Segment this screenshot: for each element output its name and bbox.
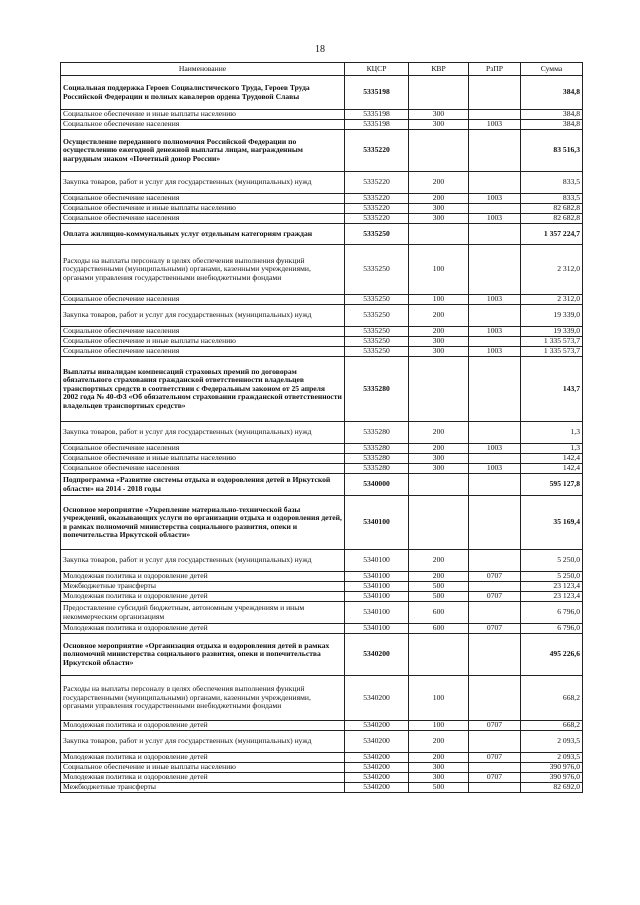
table-row: [61, 721, 583, 731]
cell-sum: 595 127,8: [521, 474, 583, 496]
table-row: [61, 496, 583, 550]
table-row: [61, 773, 583, 783]
cell-kcsr: 5335198: [345, 110, 409, 120]
cell-name: Основное мероприятие «Организация отдыха и оздоровления детей в рамках полномочий министерства социального развития, опеки и попечительства Иркутской области»: [61, 634, 345, 676]
cell-sum: 384,8: [521, 110, 583, 120]
cell-name: Расходы на выплаты персоналу в целях обеспечения выполнения функций государственными (муниципальными) органами, казенными учреждениями, органами управления государственными внебюджетными фондами: [61, 245, 345, 295]
cell-kvr: 200: [409, 731, 469, 753]
table-row: [61, 572, 583, 582]
cell-kcsr: 5335250: [345, 224, 409, 245]
table-row: [61, 624, 583, 634]
cell-kcsr: 5340200: [345, 676, 409, 721]
cell-name: Социальное обеспечение населения: [61, 444, 345, 454]
cell-rzpr: [469, 676, 521, 721]
table-row: [61, 224, 583, 245]
cell-name: Подпрограмма «Развитие системы отдыха и оздоровления детей в Иркутской области» на 2014 - 2018 годы: [61, 474, 345, 496]
cell-name: Молодежная политика и оздоровление детей: [61, 753, 345, 763]
cell-sum: 142,4: [521, 454, 583, 464]
cell-kvr: 100: [409, 721, 469, 731]
table-row: [61, 76, 583, 110]
cell-kcsr: 5335250: [345, 245, 409, 295]
cell-kvr: 600: [409, 624, 469, 634]
table-row: [61, 245, 583, 295]
cell-kvr: 300: [409, 204, 469, 214]
table-row: [61, 592, 583, 602]
table-row: [61, 110, 583, 120]
cell-rzpr: [469, 172, 521, 194]
table-row: [61, 582, 583, 592]
cell-kvr: 200: [409, 444, 469, 454]
cell-sum: 5 250,0: [521, 572, 583, 582]
cell-rzpr: [469, 634, 521, 676]
cell-kcsr: 5340200: [345, 634, 409, 676]
cell-name: Расходы на выплаты персоналу в целях обеспечения выполнения функций государственными (муниципальными) органами, казенными учреждениями, органами управления государственными внебюджетными фондами: [61, 676, 345, 721]
cell-name: Социальное обеспечение населения: [61, 464, 345, 474]
table-row: [61, 305, 583, 327]
cell-name: Социальное обеспечение и иные выплаты населению: [61, 110, 345, 120]
table-row: [61, 783, 583, 793]
cell-name: Молодежная политика и оздоровление детей: [61, 773, 345, 783]
table-row: [61, 763, 583, 773]
cell-sum: 1,3: [521, 444, 583, 454]
cell-rzpr: 1003: [469, 464, 521, 474]
cell-sum: 6 796,0: [521, 602, 583, 624]
cell-kcsr: 5335220: [345, 130, 409, 172]
cell-sum: 833,5: [521, 172, 583, 194]
cell-sum: 82 682,8: [521, 204, 583, 214]
header-name: Наименование: [61, 63, 345, 76]
cell-kcsr: 5335220: [345, 194, 409, 204]
table-row: [61, 347, 583, 357]
cell-sum: 142,4: [521, 464, 583, 474]
cell-sum: 2 093,5: [521, 753, 583, 763]
cell-kvr: 300: [409, 110, 469, 120]
cell-rzpr: [469, 474, 521, 496]
cell-kvr: 100: [409, 676, 469, 721]
table-row: [61, 676, 583, 721]
cell-sum: 1 335 573,7: [521, 337, 583, 347]
cell-name: Социальное обеспечение населения: [61, 295, 345, 305]
cell-sum: 19 339,0: [521, 305, 583, 327]
cell-sum: 35 169,4: [521, 496, 583, 550]
cell-kcsr: 5335250: [345, 327, 409, 337]
cell-name: Социальное обеспечение населения: [61, 120, 345, 130]
cell-kvr: [409, 496, 469, 550]
cell-sum: 384,8: [521, 76, 583, 110]
cell-kvr: 100: [409, 295, 469, 305]
header-rzpr: РзПР: [469, 63, 521, 76]
cell-kcsr: 5340200: [345, 721, 409, 731]
cell-rzpr: [469, 224, 521, 245]
cell-kcsr: 5335280: [345, 357, 409, 422]
cell-kvr: 200: [409, 753, 469, 763]
cell-rzpr: [469, 110, 521, 120]
cell-rzpr: [469, 337, 521, 347]
cell-sum: 1 335 573,7: [521, 347, 583, 357]
cell-rzpr: [469, 783, 521, 793]
cell-kcsr: 5335250: [345, 347, 409, 357]
cell-sum: 495 226,6: [521, 634, 583, 676]
cell-kcsr: 5340100: [345, 572, 409, 582]
cell-sum: 19 339,0: [521, 327, 583, 337]
cell-rzpr: [469, 130, 521, 172]
cell-kvr: 300: [409, 337, 469, 347]
cell-kvr: [409, 474, 469, 496]
cell-kvr: 300: [409, 773, 469, 783]
cell-kvr: 300: [409, 214, 469, 224]
cell-kcsr: 5340200: [345, 773, 409, 783]
table-row: [61, 474, 583, 496]
table-row: [61, 337, 583, 347]
cell-kcsr: 5335220: [345, 172, 409, 194]
cell-kcsr: 5335280: [345, 454, 409, 464]
cell-name: Предоставление субсидий бюджетным, автономным учреждениям и иным некоммерческим организациям: [61, 602, 345, 624]
cell-rzpr: 0707: [469, 753, 521, 763]
cell-name: Закупка товаров, работ и услуг для государственных (муниципальных) нужд: [61, 305, 345, 327]
cell-rzpr: 1003: [469, 194, 521, 204]
cell-rzpr: [469, 496, 521, 550]
cell-kcsr: 5340200: [345, 753, 409, 763]
cell-name: Межбюджетные трансферты: [61, 783, 345, 793]
cell-kvr: 300: [409, 120, 469, 130]
table-row: [61, 214, 583, 224]
cell-rzpr: 1003: [469, 327, 521, 337]
cell-kcsr: 5340200: [345, 783, 409, 793]
cell-rzpr: [469, 550, 521, 572]
cell-kcsr: 5335280: [345, 464, 409, 474]
cell-kcsr: 5335198: [345, 76, 409, 110]
table-row: [61, 194, 583, 204]
cell-sum: 6 796,0: [521, 624, 583, 634]
cell-rzpr: [469, 422, 521, 444]
cell-sum: 1 357 224,7: [521, 224, 583, 245]
table-row: [61, 120, 583, 130]
cell-name: Закупка товаров, работ и услуг для государственных (муниципальных) нужд: [61, 731, 345, 753]
cell-rzpr: [469, 245, 521, 295]
table-header-row: [61, 63, 583, 76]
cell-name: Основное мероприятие «Укрепление материально-технической базы учреждений, оказывающих услуги по организации отдыха и оздоровления детей, в рамках полномочий министерства социального развития, опеки и попечительства Иркутской области»: [61, 496, 345, 550]
cell-name: Молодежная политика и оздоровление детей: [61, 624, 345, 634]
cell-rzpr: [469, 763, 521, 773]
cell-rzpr: [469, 582, 521, 592]
cell-kcsr: 5335280: [345, 444, 409, 454]
header-kcsr: КЦСР: [345, 63, 409, 76]
cell-kcsr: 5335250: [345, 305, 409, 327]
cell-kcsr: 5335220: [345, 214, 409, 224]
cell-kvr: 300: [409, 454, 469, 464]
cell-name: Социальное обеспечение населения: [61, 214, 345, 224]
cell-kcsr: 5340100: [345, 550, 409, 572]
cell-kcsr: 5335220: [345, 204, 409, 214]
cell-name: Социальное обеспечение населения: [61, 347, 345, 357]
cell-sum: 390 976,0: [521, 773, 583, 783]
cell-rzpr: 1003: [469, 214, 521, 224]
cell-name: Молодежная политика и оздоровление детей: [61, 721, 345, 731]
cell-name: Закупка товаров, работ и услуг для государственных (муниципальных) нужд: [61, 422, 345, 444]
cell-sum: 668,2: [521, 676, 583, 721]
cell-sum: 82 682,8: [521, 214, 583, 224]
cell-kvr: [409, 224, 469, 245]
cell-kvr: 500: [409, 582, 469, 592]
cell-kvr: [409, 76, 469, 110]
cell-kvr: [409, 130, 469, 172]
cell-name: Социальное обеспечение и иные выплаты населению: [61, 454, 345, 464]
cell-name: Социальное обеспечение населения: [61, 327, 345, 337]
table-row: [61, 444, 583, 454]
cell-rzpr: 1003: [469, 120, 521, 130]
cell-rzpr: 0707: [469, 572, 521, 582]
cell-kvr: 300: [409, 464, 469, 474]
cell-sum: 2 312,0: [521, 245, 583, 295]
cell-name: Молодежная политика и оздоровление детей: [61, 572, 345, 582]
cell-kvr: 200: [409, 172, 469, 194]
cell-rzpr: 1003: [469, 444, 521, 454]
cell-sum: 5 250,0: [521, 550, 583, 572]
cell-name: Социальное обеспечение и иные выплаты населению: [61, 763, 345, 773]
cell-kcsr: 5340200: [345, 763, 409, 773]
cell-name: Осуществление переданного полномочия Российской Федерации по осуществлению ежегодной денежной выплаты лицам, награжденным нагрудным знаком «Почетный донор России»: [61, 130, 345, 172]
table-row: [61, 172, 583, 194]
cell-kcsr: 5335250: [345, 337, 409, 347]
cell-sum: 143,7: [521, 357, 583, 422]
cell-name: Социальная поддержка Героев Социалистического Труда, Героев Труда Российской Федерации и полных кавалеров ордена Трудовой Славы: [61, 76, 345, 110]
cell-kvr: [409, 634, 469, 676]
cell-name: Выплаты инвалидам компенсаций страховых премий по договорам обязательного страхования гражданской ответственности владельцев транспортных средств в соответствии с Федеральным законом от 25 апреля 2002 года № 40-ФЗ «Об обязательном страховании гражданской ответственности владельцев транспортных средств»: [61, 357, 345, 422]
cell-kvr: 300: [409, 347, 469, 357]
cell-kcsr: 5340100: [345, 624, 409, 634]
cell-kcsr: 5335250: [345, 295, 409, 305]
cell-kcsr: 5340100: [345, 592, 409, 602]
cell-kvr: 200: [409, 550, 469, 572]
table-row: [61, 357, 583, 422]
table-row: [61, 422, 583, 444]
cell-kcsr: 5340100: [345, 582, 409, 592]
cell-name: Оплата жилищно-коммунальных услуг отдельным категориям граждан: [61, 224, 345, 245]
table-row: [61, 295, 583, 305]
cell-name: Социальное обеспечение населения: [61, 194, 345, 204]
cell-sum: 82 692,0: [521, 783, 583, 793]
cell-sum: 23 123,4: [521, 582, 583, 592]
cell-sum: 668,2: [521, 721, 583, 731]
cell-rzpr: [469, 305, 521, 327]
table-row: [61, 731, 583, 753]
cell-kvr: 200: [409, 327, 469, 337]
cell-rzpr: 1003: [469, 347, 521, 357]
header-sum: Сумма: [521, 63, 583, 76]
cell-sum: 83 516,3: [521, 130, 583, 172]
cell-sum: 2 312,0: [521, 295, 583, 305]
cell-name: Межбюджетные трансферты: [61, 582, 345, 592]
cell-rzpr: [469, 731, 521, 753]
cell-kcsr: 5340100: [345, 602, 409, 624]
cell-rzpr: [469, 76, 521, 110]
table-row: [61, 550, 583, 572]
cell-kvr: 500: [409, 592, 469, 602]
header-kvr: КВР: [409, 63, 469, 76]
cell-name: Закупка товаров, работ и услуг для государственных (муниципальных) нужд: [61, 550, 345, 572]
cell-kvr: 200: [409, 305, 469, 327]
cell-sum: 384,8: [521, 120, 583, 130]
cell-sum: 2 093,5: [521, 731, 583, 753]
cell-kcsr: 5335280: [345, 422, 409, 444]
cell-kvr: 100: [409, 245, 469, 295]
cell-kcsr: 5335198: [345, 120, 409, 130]
cell-name: Социальное обеспечение и иные выплаты населению: [61, 337, 345, 347]
cell-name: Социальное обеспечение и иные выплаты населению: [61, 204, 345, 214]
cell-kcsr: 5340100: [345, 496, 409, 550]
table-row: [61, 204, 583, 214]
cell-rzpr: [469, 357, 521, 422]
table-row: [61, 753, 583, 763]
cell-name: Закупка товаров, работ и услуг для государственных (муниципальных) нужд: [61, 172, 345, 194]
cell-rzpr: 0707: [469, 773, 521, 783]
cell-kvr: 600: [409, 602, 469, 624]
table-row: [61, 327, 583, 337]
table-row: [61, 130, 583, 172]
cell-kcsr: 5340200: [345, 731, 409, 753]
table-row: [61, 602, 583, 624]
cell-kvr: 200: [409, 422, 469, 444]
cell-kvr: 200: [409, 572, 469, 582]
cell-sum: 833,5: [521, 194, 583, 204]
page-number: 18: [315, 44, 325, 55]
cell-sum: 23 123,4: [521, 592, 583, 602]
cell-sum: 390 976,0: [521, 763, 583, 773]
table-row: [61, 634, 583, 676]
cell-rzpr: 0707: [469, 592, 521, 602]
table-row: [61, 454, 583, 464]
cell-rzpr: 1003: [469, 295, 521, 305]
cell-name: Молодежная политика и оздоровление детей: [61, 592, 345, 602]
cell-kvr: [409, 357, 469, 422]
cell-rzpr: [469, 454, 521, 464]
cell-rzpr: 0707: [469, 721, 521, 731]
table-row: [61, 464, 583, 474]
cell-rzpr: [469, 204, 521, 214]
cell-kvr: 500: [409, 783, 469, 793]
cell-rzpr: [469, 602, 521, 624]
cell-kvr: 300: [409, 763, 469, 773]
cell-kcsr: 5340000: [345, 474, 409, 496]
budget-table: [60, 62, 583, 793]
cell-kvr: 200: [409, 194, 469, 204]
cell-rzpr: 0707: [469, 624, 521, 634]
cell-sum: 1,3: [521, 422, 583, 444]
